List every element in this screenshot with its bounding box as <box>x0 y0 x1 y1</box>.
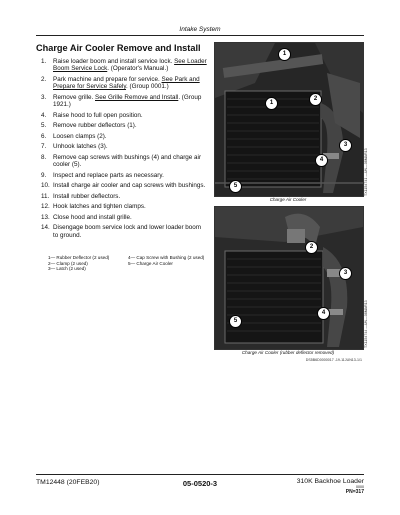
callout-4: 4 <box>315 154 328 167</box>
step-number: 14. <box>41 224 50 232</box>
figure-1-reference-id: TX1154741 —UN—08MAR13 <box>364 148 368 196</box>
page-number: 05-0520-3 <box>182 479 218 488</box>
procedure-step <box>36 172 208 179</box>
step-number: 10. <box>41 182 50 190</box>
procedure-step <box>36 76 208 91</box>
step-number: 11. <box>41 192 50 200</box>
procedure-step <box>36 214 208 221</box>
step-number: 6. <box>41 132 47 140</box>
step-text: . (Group 1921.) <box>53 93 202 109</box>
step-text: Raise hood to full open position. <box>53 111 143 119</box>
procedure-step <box>36 203 208 210</box>
step-text: . (Group 0001.) <box>126 83 169 91</box>
step-number: 8. <box>41 153 47 161</box>
procedure-steps <box>36 58 208 242</box>
step-text: Install rubber deflectors. <box>53 192 121 200</box>
step-text: Remove cap screws with bushings (4) and charge air cooler (5). <box>53 153 202 169</box>
parts-legend <box>48 255 208 272</box>
legend-right-column <box>128 255 208 272</box>
cross-reference-link[interactable]: See Loader Boom Service Lock <box>53 58 207 73</box>
image-reference-id: DS5B6D0000017 -19-11JUN13-1/1 <box>305 358 362 362</box>
procedure-step <box>36 182 208 189</box>
step-text: Unhook latches (3). <box>53 143 108 151</box>
legend-left-column <box>48 255 128 272</box>
page-pn: PN=317 <box>345 489 364 495</box>
step-number: 9. <box>41 171 47 179</box>
procedure-step <box>36 133 208 140</box>
callout-5: 5 <box>229 315 242 328</box>
step-number: 5. <box>41 122 47 130</box>
procedure-step <box>36 112 208 119</box>
figure-charge-air-cooler-deflector-removed <box>214 206 364 350</box>
step-text: Disengage boom service lock and lower loader boom to ground. <box>53 224 202 239</box>
legend-item: 4— Cap Screw with Bushing (2 used) <box>128 255 205 260</box>
legend-item: 2— Clamp (2 used) <box>48 260 88 266</box>
step-text: Park machine and prepare for service. <box>53 75 162 83</box>
step-number: 4. <box>41 111 47 119</box>
footer-code: 0000 <box>356 485 364 489</box>
step-text: Inspect and replace parts as necessary. <box>53 171 164 179</box>
callout-5: 5 <box>229 180 242 193</box>
step-text: Remove rubber deflectors (1). <box>53 122 137 130</box>
step-text: Close hood and install grille. <box>53 213 132 221</box>
figure-2-reference-id: TX1154744 —UN—08MAR13 <box>364 300 368 348</box>
step-number: 1. <box>41 58 47 65</box>
procedure-step <box>36 224 208 239</box>
step-number: 7. <box>41 143 47 151</box>
procedure-step <box>36 154 208 169</box>
step-text: Raise loader boom and install service lock. <box>53 58 175 65</box>
step-number: 12. <box>41 203 50 211</box>
step-text: Remove grille. <box>53 93 95 101</box>
legend-item: 1— Rubber Deflector (2 used) <box>48 255 110 260</box>
cross-reference-link[interactable]: See Grille Remove and Install <box>95 93 179 101</box>
step-text: Install charge air cooler and cap screws with bushings. <box>53 182 206 190</box>
procedure-step <box>36 193 208 200</box>
step-number: 2. <box>41 75 47 83</box>
machine-model: 310K Backhoe Loader <box>296 478 364 485</box>
figure-charge-air-cooler <box>214 42 364 197</box>
callout-2: 2 <box>309 93 322 106</box>
step-text: Hook latches and tighten clamps. <box>53 203 146 211</box>
footer-model-block <box>297 478 364 495</box>
footer-rule <box>36 474 364 475</box>
procedure-step <box>36 58 208 73</box>
procedure-step <box>36 143 208 150</box>
callout-3: 3 <box>339 139 352 152</box>
callout-3: 3 <box>339 267 352 280</box>
figure-2-caption: Charge Air Cooler (rubber deflector removed) <box>241 350 335 355</box>
callout-1: 1 <box>278 48 291 61</box>
legend-item: 5— Charge Air Cooler <box>128 260 173 266</box>
legend-item: 3— Latch (2 used) <box>48 266 86 272</box>
procedure-title: Charge Air Cooler Remove and Install <box>36 43 201 53</box>
figure-1-caption: Charge Air Cooler <box>269 197 307 202</box>
header-rule <box>36 35 364 36</box>
running-header: Intake System <box>179 26 221 33</box>
procedure-step <box>36 94 208 109</box>
callout-2: 2 <box>305 241 318 254</box>
step-text: Loosen clamps (2). <box>53 132 107 140</box>
step-text: . (Operator's Manual.) <box>107 65 169 73</box>
step-number: 13. <box>41 213 50 221</box>
callout-1: 1 <box>265 97 278 110</box>
procedure-step <box>36 122 208 129</box>
callout-4: 4 <box>317 307 330 320</box>
figure-1-illustration <box>215 43 363 196</box>
cross-reference-link[interactable]: See Park and Prepare for Service Safely <box>53 75 200 91</box>
document-number: TM12448 (20FEB20) <box>36 479 100 486</box>
step-number: 3. <box>41 93 47 101</box>
